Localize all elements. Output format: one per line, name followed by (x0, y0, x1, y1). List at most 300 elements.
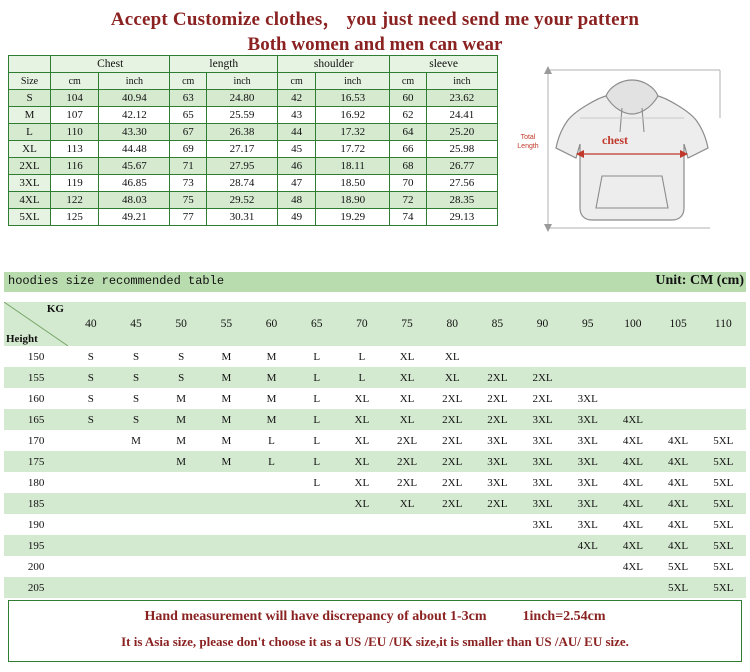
size-chart-table (8, 55, 498, 226)
recommend-cell: 4XL (610, 514, 655, 535)
page-title (0, 0, 750, 56)
recommend-cell (339, 535, 384, 556)
recommend-cell (701, 388, 746, 409)
recommend-cell (384, 556, 429, 577)
table-row (4, 451, 746, 472)
size-chart-unit-header: inch (426, 73, 497, 90)
size-chart-cell: 23.62 (426, 90, 497, 107)
recommend-cell: 2XL (430, 472, 475, 493)
recommend-cell (339, 514, 384, 535)
recommend-height-cell: 190 (4, 514, 68, 535)
hoodie-illustration (510, 58, 742, 243)
recommend-cell (475, 556, 520, 577)
size-chart-cell: 18.50 (316, 175, 390, 192)
size-chart-cell: 104 (51, 90, 99, 107)
recommend-corner-cell (4, 302, 68, 346)
note-line-1b: 1inch=2.54cm (522, 609, 606, 624)
recommend-cell: 3XL (565, 493, 610, 514)
size-chart-cell: 26.38 (206, 124, 277, 141)
recommend-height-cell: 170 (4, 430, 68, 451)
size-chart-cell: 65 (170, 107, 207, 124)
recommend-cell (565, 367, 610, 388)
size-chart-cell: 72 (390, 192, 427, 209)
recommend-cell: S (68, 346, 113, 367)
recommend-cell: 3XL (520, 514, 565, 535)
recommend-cell: M (159, 430, 204, 451)
recommend-cell: 4XL (610, 535, 655, 556)
table-row (4, 388, 746, 409)
recommend-height-cell: 205 (4, 577, 68, 598)
recommend-cell (294, 535, 339, 556)
recommend-cell: 3XL (520, 409, 565, 430)
recommend-cell: M (249, 388, 294, 409)
recommend-cell (701, 367, 746, 388)
size-chart-cell: 25.20 (426, 124, 497, 141)
recommend-cell (204, 556, 249, 577)
recommend-cell: 4XL (565, 535, 610, 556)
recommend-cell (294, 514, 339, 535)
recommend-cell: S (159, 367, 204, 388)
recommend-cell: 2XL (430, 409, 475, 430)
recommend-weight-header: 110 (701, 302, 746, 346)
recommend-cell: 2XL (520, 367, 565, 388)
recommend-cell: 4XL (610, 430, 655, 451)
recommend-cell (520, 577, 565, 598)
recommend-cell: XL (384, 367, 429, 388)
recommend-cell (610, 346, 655, 367)
size-chart-corner (9, 56, 51, 73)
recommend-cell: 4XL (610, 451, 655, 472)
recommend-cell (113, 472, 158, 493)
size-chart-cell: 60 (390, 90, 427, 107)
recommend-cell (249, 514, 294, 535)
size-chart-size-cell: L (9, 124, 51, 141)
recommend-cell: M (159, 451, 204, 472)
recommend-cell (249, 556, 294, 577)
recommend-cell: 4XL (655, 493, 700, 514)
size-chart-unit-header: cm (170, 73, 207, 90)
recommend-cell: XL (430, 346, 475, 367)
recommend-cell: 4XL (610, 556, 655, 577)
recommend-cell: 5XL (701, 472, 746, 493)
recommend-cell (384, 577, 429, 598)
recommend-cell (565, 346, 610, 367)
title-line-2: Both women and men can wear (247, 34, 503, 55)
size-chart-cell: 68 (390, 158, 427, 175)
recommend-cell: M (204, 409, 249, 430)
recommend-cell: M (204, 367, 249, 388)
recommend-cell: 3XL (565, 388, 610, 409)
recommend-cell: XL (384, 346, 429, 367)
recommend-weight-header: 80 (430, 302, 475, 346)
size-chart-cell: 48.03 (99, 192, 170, 209)
size-chart-cell: 119 (51, 175, 99, 192)
recommend-cell (610, 367, 655, 388)
recommend-cell: S (113, 409, 158, 430)
recommend-height-label: Height (6, 333, 38, 345)
size-chart-cell: 71 (170, 158, 207, 175)
recommend-cell (159, 577, 204, 598)
size-chart-cell: 18.90 (316, 192, 390, 209)
recommend-cell: 3XL (565, 514, 610, 535)
size-chart-cell: 24.41 (426, 107, 497, 124)
recommend-cell: XL (384, 388, 429, 409)
size-chart-cell: 43 (278, 107, 316, 124)
recommend-cell: 5XL (701, 535, 746, 556)
recommend-cell: L (294, 409, 339, 430)
recommend-cell: 5XL (701, 430, 746, 451)
size-chart-unit-header: inch (206, 73, 277, 90)
size-chart-cell: 30.31 (206, 209, 277, 226)
recommend-height-cell: 160 (4, 388, 68, 409)
recommend-cell: 2XL (384, 472, 429, 493)
recommend-cell: M (249, 409, 294, 430)
size-chart-group-header: sleeve (390, 56, 498, 73)
size-chart-size-cell: XL (9, 141, 51, 158)
recommend-height-cell: 150 (4, 346, 68, 367)
size-chart-cell: 48 (278, 192, 316, 209)
recommend-cell (159, 514, 204, 535)
size-chart-cell: 44 (278, 124, 316, 141)
size-chart-unit-header: cm (278, 73, 316, 90)
title-line-1: Accept Customize clothes， you just need send me your pattern (110, 9, 640, 30)
size-chart-cell: 17.32 (316, 124, 390, 141)
recommend-weight-header: 70 (339, 302, 384, 346)
recommend-cell (430, 556, 475, 577)
recommend-cell: S (68, 409, 113, 430)
table-row (4, 577, 746, 598)
recommend-cell: 2XL (430, 451, 475, 472)
size-chart-cell: 43.30 (99, 124, 170, 141)
table-row (9, 141, 498, 158)
recommend-cell (113, 514, 158, 535)
size-chart-cell: 66 (390, 141, 427, 158)
size-chart-cell: 18.11 (316, 158, 390, 175)
recommend-cell (204, 535, 249, 556)
size-chart-cell: 26.77 (426, 158, 497, 175)
recommend-cell: 3XL (520, 430, 565, 451)
total-length-label: Total Length (517, 134, 539, 150)
size-chart-cell: 44.48 (99, 141, 170, 158)
recommend-cell (520, 556, 565, 577)
recommend-cell: 3XL (565, 430, 610, 451)
recommend-weight-header: 45 (113, 302, 158, 346)
recommend-cell: M (204, 346, 249, 367)
size-chart-cell: 46 (278, 158, 316, 175)
recommend-cell (159, 556, 204, 577)
size-chart-unit-header: inch (316, 73, 390, 90)
table-row (9, 107, 498, 124)
recommend-cell (249, 493, 294, 514)
recommend-cell (159, 472, 204, 493)
recommend-cell: 5XL (701, 556, 746, 577)
recommend-cell: M (159, 409, 204, 430)
recommend-cell: M (204, 430, 249, 451)
recommend-cell: S (68, 367, 113, 388)
recommend-cell (430, 514, 475, 535)
table-row (4, 493, 746, 514)
table-row (9, 90, 498, 107)
recommend-cell: 2XL (384, 451, 429, 472)
table-row (4, 409, 746, 430)
recommend-cell: M (249, 367, 294, 388)
recommend-cell: 3XL (520, 472, 565, 493)
unit-label: Unit: CM (cm) (655, 273, 744, 288)
recommend-cell: S (159, 346, 204, 367)
recommend-cell: S (113, 367, 158, 388)
recommend-cell: 5XL (701, 493, 746, 514)
size-chart-size-cell: S (9, 90, 51, 107)
size-chart-cell: 29.52 (206, 192, 277, 209)
recommend-cell (655, 346, 700, 367)
table-row (4, 514, 746, 535)
recommend-cell: 2XL (475, 409, 520, 430)
recommend-cell (339, 556, 384, 577)
size-chart-cell: 110 (51, 124, 99, 141)
recommend-cell (294, 556, 339, 577)
recommend-cell (204, 514, 249, 535)
recommend-title: hoodies size recommended table (8, 274, 225, 288)
recommend-weight-header: 100 (610, 302, 655, 346)
recommend-cell: 4XL (610, 472, 655, 493)
recommend-cell: 3XL (475, 430, 520, 451)
size-chart-cell: 24.80 (206, 90, 277, 107)
size-chart-cell: 62 (390, 107, 427, 124)
size-chart-cell: 69 (170, 141, 207, 158)
recommend-cell (655, 388, 700, 409)
size-chart-size-cell: 3XL (9, 175, 51, 192)
recommend-cell: 2XL (520, 388, 565, 409)
size-chart-cell: 17.72 (316, 141, 390, 158)
size-chart-cell: 45.67 (99, 158, 170, 175)
size-chart-size-cell: M (9, 107, 51, 124)
size-chart-cell: 27.95 (206, 158, 277, 175)
size-chart-cell: 46.85 (99, 175, 170, 192)
recommend-cell (68, 430, 113, 451)
size-chart-cell: 125 (51, 209, 99, 226)
recommend-kg-label: KG (46, 303, 64, 315)
recommend-cell (294, 493, 339, 514)
size-chart-cell: 16.53 (316, 90, 390, 107)
size-chart-cell: 40.94 (99, 90, 170, 107)
size-chart-unit-header: cm (390, 73, 427, 90)
recommend-cell (68, 514, 113, 535)
recommend-cell (159, 493, 204, 514)
size-chart-unit-header: cm (51, 73, 99, 90)
recommend-cell (113, 535, 158, 556)
recommend-cell (701, 346, 746, 367)
size-chart-cell: 64 (390, 124, 427, 141)
size-chart-cell: 63 (170, 90, 207, 107)
recommend-cell (475, 346, 520, 367)
recommend-cell (430, 535, 475, 556)
recommend-weight-header: 50 (159, 302, 204, 346)
recommend-cell (113, 493, 158, 514)
recommend-cell: L (294, 430, 339, 451)
recommend-cell (68, 535, 113, 556)
recommend-cell: M (204, 388, 249, 409)
recommend-cell: 3XL (565, 451, 610, 472)
recommend-weight-header: 40 (68, 302, 113, 346)
recommend-cell: 2XL (475, 493, 520, 514)
recommend-cell: L (294, 367, 339, 388)
size-chart-group-header: length (170, 56, 278, 73)
size-chart-cell: 27.56 (426, 175, 497, 192)
recommend-cell (294, 577, 339, 598)
recommend-height-cell: 175 (4, 451, 68, 472)
recommend-cell: 2XL (430, 388, 475, 409)
table-row (9, 192, 498, 209)
table-row (9, 124, 498, 141)
recommend-cell: 4XL (655, 535, 700, 556)
recommend-cell (655, 409, 700, 430)
recommend-cell (68, 472, 113, 493)
note-line-1a: Hand measurement will have discrepancy of about 1-3cm (144, 609, 487, 624)
table-row (9, 175, 498, 192)
recommend-cell: XL (384, 409, 429, 430)
recommend-cell: 2XL (384, 430, 429, 451)
recommend-weight-header: 60 (249, 302, 294, 346)
table-row (4, 472, 746, 493)
recommend-cell (113, 556, 158, 577)
recommend-cell (68, 556, 113, 577)
recommend-cell (113, 577, 158, 598)
recommend-cell (249, 577, 294, 598)
size-chart-cell: 74 (390, 209, 427, 226)
recommend-cell: XL (384, 493, 429, 514)
recommend-cell (204, 577, 249, 598)
size-chart-size-cell: 4XL (9, 192, 51, 209)
recommend-cell: 3XL (475, 472, 520, 493)
table-row (9, 158, 498, 175)
size-chart-cell: 70 (390, 175, 427, 192)
size-chart-size-header: Size (9, 73, 51, 90)
size-chart-cell: 25.98 (426, 141, 497, 158)
size-chart-cell: 19.29 (316, 209, 390, 226)
recommend-cell (475, 535, 520, 556)
recommend-cell (520, 535, 565, 556)
recommend-cell: 3XL (565, 409, 610, 430)
chest-label: chest (602, 133, 628, 147)
size-chart-group-header: shoulder (278, 56, 390, 73)
recommend-cell: 3XL (565, 472, 610, 493)
recommend-cell (113, 451, 158, 472)
recommend-weight-header: 75 (384, 302, 429, 346)
size-chart-size-cell: 2XL (9, 158, 51, 175)
size-chart-unit-header: inch (99, 73, 170, 90)
recommend-cell: 5XL (655, 556, 700, 577)
recommend-cell: XL (430, 367, 475, 388)
recommend-cell: M (159, 388, 204, 409)
recommend-cell: L (339, 346, 384, 367)
table-row (4, 430, 746, 451)
recommend-cell: L (249, 451, 294, 472)
size-chart-cell: 27.17 (206, 141, 277, 158)
recommend-cell: XL (339, 409, 384, 430)
recommend-cell (565, 556, 610, 577)
recommend-cell (249, 472, 294, 493)
size-chart-cell: 42 (278, 90, 316, 107)
recommend-cell: XL (339, 388, 384, 409)
recommend-cell (701, 409, 746, 430)
note-box (8, 600, 742, 662)
table-row (9, 209, 498, 226)
recommend-weight-header: 90 (520, 302, 565, 346)
recommend-cell (68, 451, 113, 472)
recommend-height-cell: 165 (4, 409, 68, 430)
note-line-2: It is Asia size, please don't choose it as a US /EU /UK size,it is smaller than US /AU/ EU size. (121, 634, 629, 649)
size-chart-cell: 49.21 (99, 209, 170, 226)
recommend-cell (565, 577, 610, 598)
recommend-cell: L (339, 367, 384, 388)
recommend-weight-header: 55 (204, 302, 249, 346)
size-chart-cell: 16.92 (316, 107, 390, 124)
recommend-cell: XL (339, 472, 384, 493)
recommend-cell: 3XL (520, 451, 565, 472)
recommend-cell: 2XL (430, 430, 475, 451)
recommend-height-cell: 200 (4, 556, 68, 577)
recommend-height-cell: 195 (4, 535, 68, 556)
recommend-cell (475, 514, 520, 535)
size-chart-group-header: Chest (51, 56, 170, 73)
recommend-cell: L (294, 346, 339, 367)
recommend-cell: L (249, 430, 294, 451)
recommend-cell (610, 577, 655, 598)
recommend-cell (655, 367, 700, 388)
recommend-cell (430, 577, 475, 598)
size-chart-cell: 28.74 (206, 175, 277, 192)
recommend-cell: 2XL (430, 493, 475, 514)
size-chart-cell: 45 (278, 141, 316, 158)
recommend-cell: 5XL (701, 577, 746, 598)
size-chart-cell: 28.35 (426, 192, 497, 209)
recommend-cell: 3XL (520, 493, 565, 514)
size-chart-cell: 25.59 (206, 107, 277, 124)
size-chart-size-cell: 5XL (9, 209, 51, 226)
recommend-cell (384, 535, 429, 556)
recommend-cell: S (68, 388, 113, 409)
table-row (4, 556, 746, 577)
recommend-cell (475, 577, 520, 598)
recommend-cell (68, 493, 113, 514)
size-chart-cell: 116 (51, 158, 99, 175)
recommend-cell (339, 577, 384, 598)
recommend-cell: L (294, 451, 339, 472)
recommend-cell (68, 577, 113, 598)
recommend-cell: XL (339, 430, 384, 451)
recommend-cell: 4XL (610, 409, 655, 430)
recommend-cell (384, 514, 429, 535)
recommend-cell: S (113, 346, 158, 367)
recommend-cell: 4XL (655, 430, 700, 451)
recommend-cell: S (113, 388, 158, 409)
recommend-cell: 4XL (610, 493, 655, 514)
recommend-cell: 4XL (655, 451, 700, 472)
size-chart-cell: 49 (278, 209, 316, 226)
recommend-cell: 5XL (701, 451, 746, 472)
size-chart-cell: 73 (170, 175, 207, 192)
size-chart-cell: 122 (51, 192, 99, 209)
recommend-cell (204, 493, 249, 514)
size-chart-cell: 113 (51, 141, 99, 158)
recommend-height-cell: 180 (4, 472, 68, 493)
recommend-cell: 4XL (655, 472, 700, 493)
recommend-cell: 3XL (475, 451, 520, 472)
recommend-cell (204, 472, 249, 493)
recommend-weight-header: 85 (475, 302, 520, 346)
size-chart-cell: 47 (278, 175, 316, 192)
recommend-weight-header: 105 (655, 302, 700, 346)
